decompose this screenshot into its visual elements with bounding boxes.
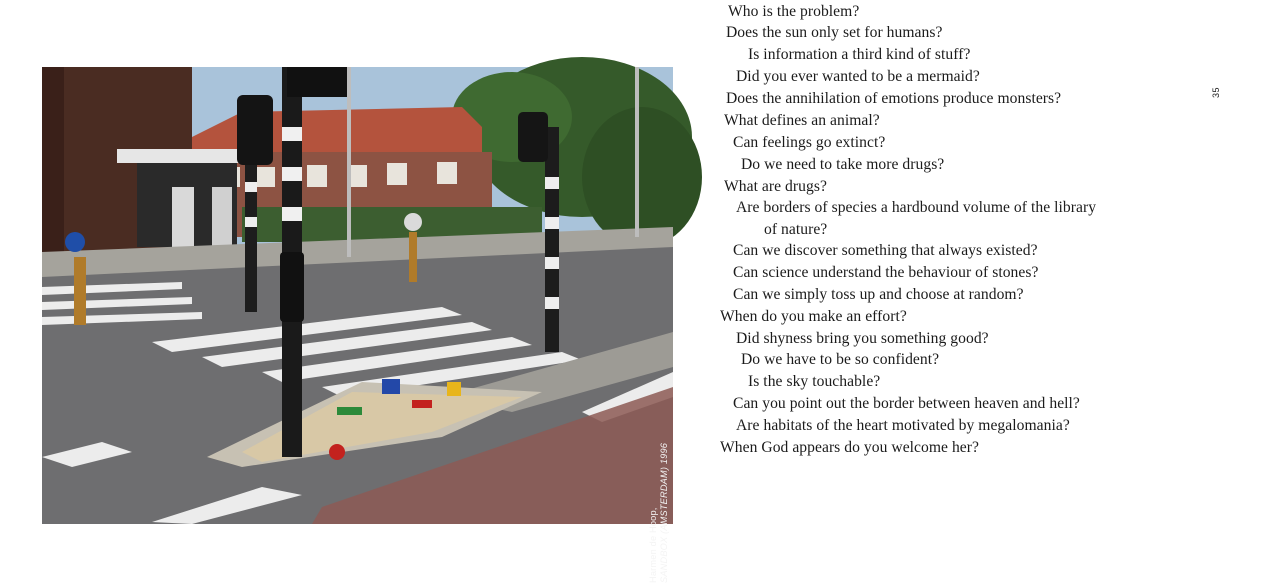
question-line: What defines an animal? <box>724 112 880 129</box>
question-line: Can you point out the border between heaven and hell? <box>733 395 1080 412</box>
question-line: When God appears do you welcome her? <box>720 439 979 456</box>
question-line: What are drugs? <box>724 178 827 195</box>
page-number: 35 <box>1211 86 1221 98</box>
photo-caption <box>648 443 670 583</box>
question-line: Can science understand the behaviour of stones? <box>733 264 1039 281</box>
question-line: Do we have to be so confident? <box>741 351 940 368</box>
question-line: Does the sun only set for humans? <box>726 24 943 41</box>
question-line: Do we need to take more drugs? <box>741 156 945 173</box>
question-line: Did you ever wanted to be a mermaid? <box>736 68 980 85</box>
question-line: When do you make an effort? <box>720 308 907 325</box>
photo-illustration <box>42 67 673 524</box>
caption-artist: Harmen de Hoop, <box>648 507 658 583</box>
question-line: Are borders of species a hardbound volume of the library <box>736 199 1097 216</box>
question-line: Can feelings go extinct? <box>733 134 886 151</box>
question-line: Does the annihilation of emotions produce monsters? <box>726 90 1062 107</box>
question-line: of nature? <box>764 221 828 238</box>
question-line: Are habitats of the heart motivated by megalomania? <box>736 417 1070 434</box>
question-line: Did shyness bring you something good? <box>736 330 989 347</box>
caption-title: SANDBOX (AMSTERDAM) 1996 <box>659 442 669 583</box>
question-line: Is information a third kind of stuff? <box>748 46 971 63</box>
question-line: Can we simply toss up and choose at random? <box>733 286 1024 303</box>
question-line: Who is the problem? <box>728 3 860 20</box>
sandbox-photograph <box>42 67 673 583</box>
question-line: Is the sky touchable? <box>748 373 881 390</box>
question-line: Can we discover something that always existed? <box>733 242 1038 259</box>
